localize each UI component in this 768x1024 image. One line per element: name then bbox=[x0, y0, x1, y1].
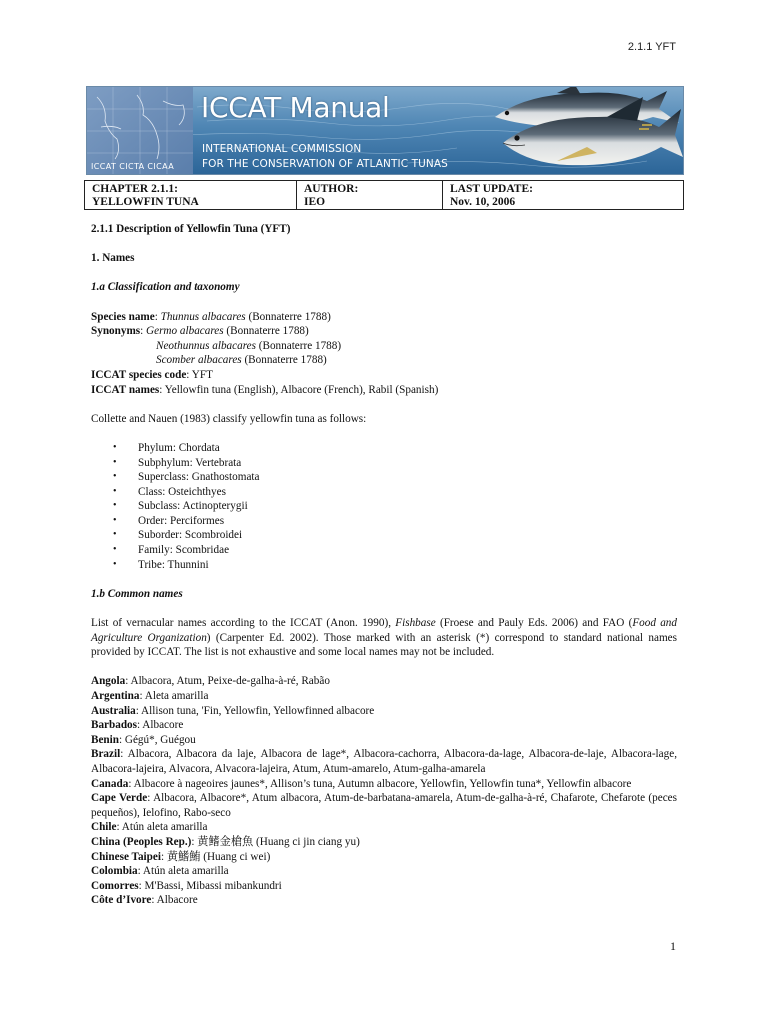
vernacular-names: : Albacore bbox=[137, 719, 184, 732]
country-name: Canada bbox=[91, 777, 129, 790]
iccat-names-line bbox=[91, 383, 677, 398]
vernacular-names: : Albacora, Albacora da laje, Albacora de lage*, Albacora-cachorra, Albacora-da-lage, Albacora-de-laje, Albacora-lage, Albacora-lajeira, Alvacora, Alvacora-lajeira, Atum, Atum-amarelo, Atum-galha-amarela bbox=[91, 748, 677, 775]
synonym-line bbox=[91, 353, 677, 368]
banner-subtitle-line2: FOR THE CONSERVATION OF ATLANTIC TUNAS bbox=[202, 158, 448, 170]
update-value: Nov. 10, 2006 bbox=[450, 196, 516, 208]
country-entry bbox=[91, 864, 677, 879]
vernacular-names: : Atún aleta amarilla bbox=[116, 821, 208, 834]
chapter-value: YELLOWFIN TUNA bbox=[92, 196, 199, 208]
list-item: • Tribe: Thunnini bbox=[91, 558, 677, 573]
classification-heading: 1.a Classification and taxonomy bbox=[91, 281, 240, 294]
vernacular-text: (Froese and Pauly Eds. 2006) and FAO ( bbox=[435, 617, 633, 630]
author-cell bbox=[297, 181, 443, 209]
country-entry bbox=[91, 674, 677, 689]
fao-ref: Food and Agriculture Organization bbox=[91, 617, 677, 644]
species-scientific-name: Thunnus albacares bbox=[160, 310, 246, 323]
update-cell bbox=[443, 181, 683, 209]
common-names-heading: 1.b Common names bbox=[91, 587, 183, 600]
vernacular-names: : Aleta amarilla bbox=[139, 690, 209, 702]
names-heading: 1. Names bbox=[91, 252, 135, 265]
vernacular-names: : 黄鰭鮪 (Huang ci wei) bbox=[160, 850, 271, 863]
country-entry bbox=[91, 777, 677, 792]
synonyms-label: Synonyms bbox=[91, 325, 141, 338]
country-entry bbox=[91, 704, 677, 719]
country-name: Brazil bbox=[91, 748, 121, 761]
country-name: Côte d’Ivore bbox=[91, 894, 152, 907]
species-code-line bbox=[91, 368, 677, 383]
synonym-name: Neothunnus albacares bbox=[156, 339, 256, 352]
country-name: Chinese Taipei bbox=[91, 850, 161, 863]
fishbase-ref: Fishbase bbox=[395, 617, 436, 630]
vernacular-names: : 黄鳍金槍魚 (Huang ci jin ciang yu) bbox=[191, 835, 360, 848]
country-entry bbox=[91, 879, 677, 894]
list-item: • Family: Scombridae bbox=[91, 543, 677, 558]
country-name: Australia bbox=[91, 704, 136, 717]
iccat-names-label: ICCAT names bbox=[91, 383, 160, 396]
country-name: Cape Verde bbox=[91, 792, 148, 805]
country-name: China (Peoples Rep.) bbox=[91, 835, 192, 848]
list-item: • Order: Perciformes bbox=[91, 514, 677, 529]
chapter-info-table bbox=[84, 180, 684, 210]
vernacular-names: : Albacore bbox=[151, 894, 198, 907]
banner-subtitle-line1: INTERNATIONAL COMMISSION bbox=[202, 143, 362, 155]
author-label: AUTHOR: bbox=[304, 183, 359, 195]
synonym-author: (Bonnaterre 1788) bbox=[255, 339, 342, 352]
country-name: Chile bbox=[91, 821, 117, 834]
list-item: • Class: Osteichthyes bbox=[91, 485, 677, 500]
country-entry bbox=[91, 835, 677, 850]
list-item: • Phylum: Chordata bbox=[91, 441, 677, 456]
taxonomy-list bbox=[91, 441, 677, 572]
species-label: Species name bbox=[91, 310, 155, 323]
species-code-value: : YFT bbox=[186, 368, 213, 381]
vernacular-names: : M'Bassi, Mibassi mibankundri bbox=[138, 879, 282, 892]
country-name: Comorres bbox=[91, 879, 139, 892]
country-entry bbox=[91, 791, 677, 820]
country-names-list bbox=[91, 674, 677, 908]
synonym-line: Synonyms: Germo albacares (Bonnaterre 1788) bbox=[91, 325, 309, 338]
vernacular-names: : Albacore à nageoires jaunes*, Allison’s tuna, Autumn albacore, Yellowfin, Yellowfin tuna*, Yellowfin albacore bbox=[128, 777, 632, 790]
list-item: • Subphylum: Vertebrata bbox=[91, 456, 677, 471]
page-number: 1 bbox=[670, 939, 676, 953]
country-entry bbox=[91, 893, 677, 908]
synonym-author: (Bonnaterre 1788) bbox=[241, 354, 327, 367]
list-item: • Superclass: Gnathostomata bbox=[91, 470, 677, 485]
synonym-line bbox=[91, 339, 677, 354]
country-entry bbox=[91, 747, 677, 776]
author-value: IEO bbox=[304, 196, 326, 208]
document-body bbox=[91, 222, 677, 908]
logo-text: ICCAT CICTA CICAA bbox=[91, 162, 175, 171]
country-entry bbox=[91, 820, 677, 835]
vernacular-text: ) (Carpenter Ed. 2002). Those marked with an asterisk (*) correspond to standard national names provided by ICCAT. The list is not exhaustive and some local names may not be included. bbox=[91, 631, 677, 659]
update-label: LAST UPDATE: bbox=[450, 183, 533, 195]
country-name: Barbados bbox=[91, 719, 138, 732]
country-entry bbox=[91, 733, 677, 748]
species-author: (Bonnaterre 1788) bbox=[245, 310, 331, 323]
country-name: Angola bbox=[91, 675, 126, 688]
synonym-author: (Bonnaterre 1788) bbox=[223, 325, 309, 338]
classify-intro: Collette and Nauen (1983) classify yellowfin tuna as follows: bbox=[91, 412, 367, 425]
vernacular-paragraph bbox=[91, 616, 677, 660]
chapter-cell bbox=[85, 181, 297, 209]
banner-title: ICCAT Manual bbox=[201, 91, 390, 124]
species-code-label: ICCAT species code bbox=[91, 368, 187, 381]
synonym-name: Scomber albacares bbox=[156, 354, 242, 367]
vernacular-names: : Albacora, Atum, Peixe-de-galha-à-ré, Rabão bbox=[125, 675, 330, 688]
species-name-line: Species name: Thunnus albacares (Bonnaterre 1788) bbox=[91, 310, 331, 323]
list-item: • Suborder: Scombroidei bbox=[91, 528, 677, 543]
country-name: Argentina bbox=[91, 690, 140, 702]
vernacular-names: : Atún aleta amarilla bbox=[137, 865, 229, 878]
running-head: 2.1.1 YFT bbox=[627, 41, 676, 53]
iccat-manual-banner bbox=[86, 86, 684, 175]
vernacular-names: : Gégú*, Guégou bbox=[118, 733, 196, 746]
synonym-name: Germo albacares bbox=[146, 325, 224, 338]
vernacular-text: List of vernacular names according to the ICCAT (Anon. 1990), bbox=[91, 617, 396, 630]
country-entry bbox=[91, 689, 677, 704]
country-entry bbox=[91, 850, 677, 865]
list-item: • Subclass: Actinopterygii bbox=[91, 499, 677, 514]
country-entry bbox=[91, 718, 677, 733]
country-name: Benin bbox=[91, 733, 119, 746]
vernacular-names: : Allison tuna, 'Fin, Yellowfin, Yellowfinned albacore bbox=[135, 704, 375, 717]
chapter-label: CHAPTER 2.1.1: bbox=[92, 183, 178, 195]
section-title: 2.1.1 Description of Yellowfin Tuna (YFT) bbox=[91, 223, 291, 235]
vernacular-names: : Albacora, Albacore*, Atum albacora, Atum-de-barbatana-amarela, Atum-de-galha-à-ré, Chafarote, Chefarote (peces pequeños), Ielofino, Rabo-seco bbox=[91, 792, 677, 819]
iccat-names-value: : Yellowfin tuna (English), Albacore (French), Rabil (Spanish) bbox=[159, 383, 439, 396]
country-name: Colombia bbox=[91, 865, 138, 878]
